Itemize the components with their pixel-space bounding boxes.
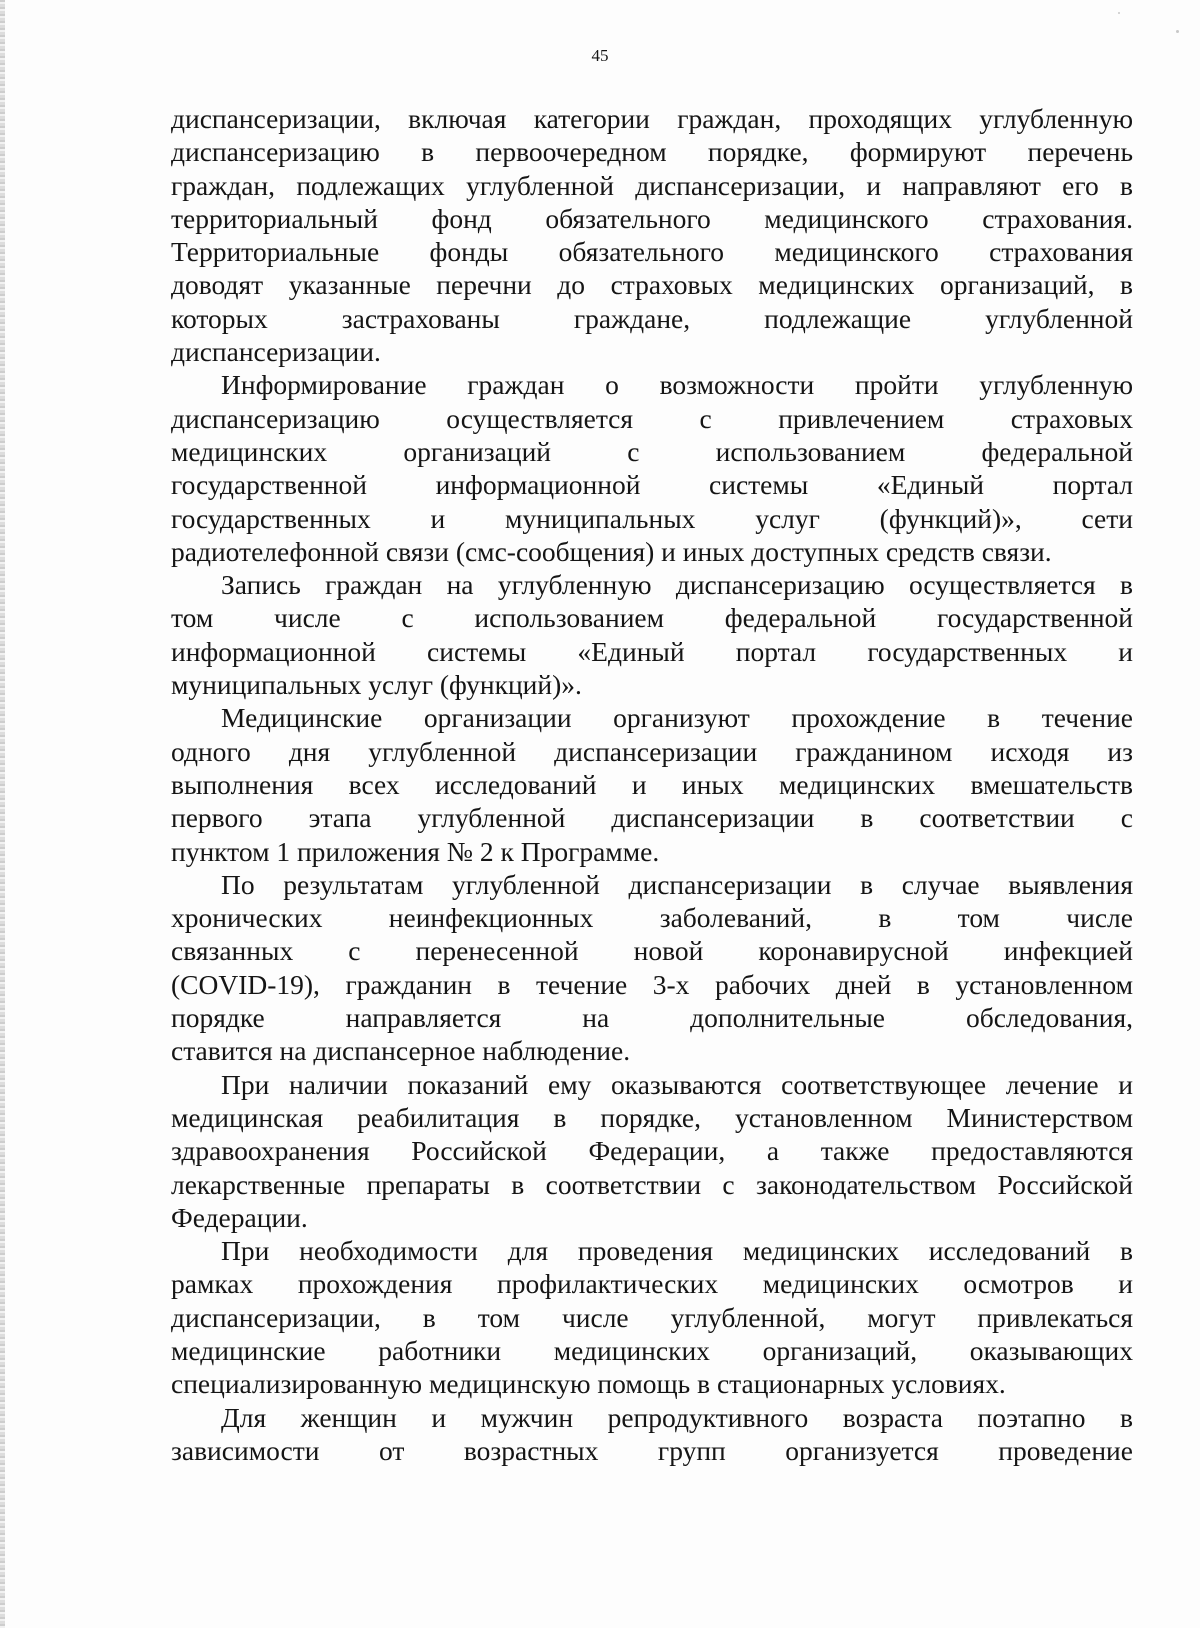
text-line: диспансеризации.	[171, 336, 381, 368]
document-body	[171, 102, 1133, 1467]
text-line: Медицинские организации организуют прохождение в течение	[221, 702, 1133, 734]
text-line: лекарственные препараты в соответствии с законодательством Российской	[171, 1168, 1133, 1200]
text-line: территориальный фонд обязательного медицинского страхования.	[171, 202, 1133, 234]
paragraph	[171, 568, 1133, 701]
text-line: специализированную медицинскую помощь в стационарных условиях.	[171, 1368, 1006, 1400]
text-line: Территориальные фонды обязательного медицинского страхования	[171, 236, 1133, 268]
scan-edge-artifact	[0, 0, 5, 1628]
text-line: государственной информационной системы «Единый портал	[171, 469, 1133, 501]
text-line: ставится на диспансерное наблюдение.	[171, 1035, 631, 1067]
paragraph	[171, 701, 1133, 867]
text-line: Запись граждан на углубленную диспансеризацию осуществляется в	[221, 569, 1133, 601]
text-line: информационной системы «Единый портал государственных и	[171, 635, 1133, 667]
text-line: выполнения всех исследований и иных медицинских вмешательств	[171, 768, 1133, 800]
text-line: медицинских организаций с использованием федеральной	[171, 435, 1133, 467]
text-line: Федерации.	[171, 1201, 308, 1233]
text-line: При наличии показаний ему оказываются соответствующее лечение и	[221, 1068, 1133, 1100]
paragraph	[171, 1401, 1133, 1468]
scan-speck	[1176, 30, 1179, 33]
text-line: которых застрахованы граждане, подлежащие углубленной	[171, 302, 1133, 334]
text-line: граждан, подлежащих углубленной диспансеризации, и направляют его в	[171, 169, 1133, 201]
text-line: диспансеризации, в том числе углубленной, могут привлекаться	[171, 1301, 1133, 1333]
text-line: государственных и муниципальных услуг (функций)», сети	[171, 502, 1133, 534]
text-line: том числе с использованием федеральной государственной	[171, 602, 1133, 634]
text-line: хронических неинфекционных заболеваний, в том числе	[171, 902, 1133, 934]
text-line: радиотелефонной связи (смс-сообщения) и иных доступных средств связи.	[171, 535, 1052, 567]
text-line: (COVID-19), гражданин в течение 3-х рабочих дней в установленном	[171, 968, 1133, 1000]
text-line: первого этапа углубленной диспансеризации в соответствии с	[171, 802, 1133, 834]
text-line: зависимости от возрастных групп организуется проведение	[171, 1434, 1133, 1466]
paragraph	[171, 1234, 1133, 1400]
paragraph	[171, 1068, 1133, 1234]
paragraph	[171, 868, 1133, 1068]
text-line: связанных с перенесенной новой коронавирусной инфекцией	[171, 935, 1133, 967]
text-line: Для женщин и мужчин репродуктивного возраста поэтапно в	[221, 1401, 1133, 1433]
text-line: одного дня углубленной диспансеризации гражданином исходя из	[171, 735, 1133, 767]
text-line: порядке направляется на дополнительные обследования,	[171, 1002, 1133, 1034]
scan-speck	[1118, 12, 1120, 14]
text-line: здравоохранения Российской Федерации, а также предоставляются	[171, 1135, 1133, 1167]
text-line: муниципальных услуг (функций)».	[171, 669, 582, 701]
paragraph	[171, 102, 1133, 368]
text-line: доводят указанные перечни до страховых медицинских организаций, в	[171, 269, 1133, 301]
text-line: диспансеризацию осуществляется с привлечением страховых	[171, 402, 1133, 434]
text-line: рамках прохождения профилактических медицинских осмотров и	[171, 1268, 1133, 1300]
text-line: Информирование граждан о возможности пройти углубленную	[221, 369, 1133, 401]
text-line: медицинские работники медицинских организаций, оказывающих	[171, 1334, 1133, 1366]
text-line: пунктом 1 приложения № 2 к Программе.	[171, 835, 660, 867]
text-line: диспансеризации, включая категории граждан, проходящих углубленную	[171, 103, 1133, 134]
text-line: диспансеризацию в первоочередном порядке, формируют перечень	[171, 136, 1133, 168]
paragraph	[171, 368, 1133, 568]
text-line: При необходимости для проведения медицинских исследований в	[221, 1235, 1133, 1267]
page-number: 45	[591, 46, 609, 65]
text-line: По результатам углубленной диспансеризации в случае выявления	[221, 868, 1133, 900]
text-line: медицинская реабилитация в порядке, установленном Министерством	[171, 1101, 1133, 1133]
